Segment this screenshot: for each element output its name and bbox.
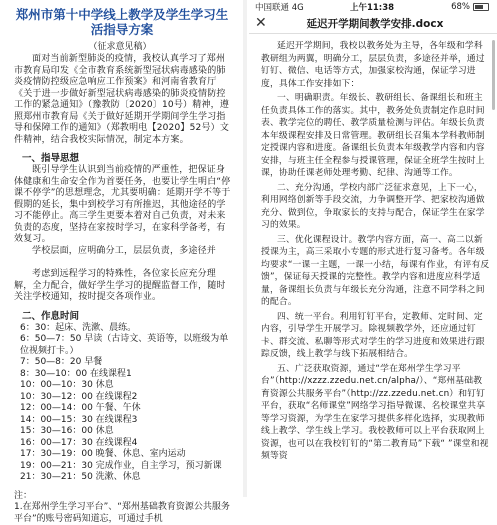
note-text: 1.在郑州学生学习平台”、“郑州基础教育资源公共服务平台”的账号密码知道忘，可通过手机: [14, 502, 230, 524]
clock: 上午11:38: [349, 3, 395, 13]
battery-indicator: [411, 2, 489, 12]
schedule-item: 10：00—10：30 休息: [20, 380, 114, 390]
section-1-paragraph: 学校层面，应明确分工，层层负责，多途径并: [32, 245, 217, 256]
note-heading: 注：: [14, 490, 33, 501]
doc-paragraph: 延迟开学期间，我校以教务处为主导，各年级和学科教研组为两翼，明确分工，层层负责，多途径并举，通过钉钉、微信、电话等方式，加强家校沟通，保证学习进度，具体工作安排如下：: [261, 41, 485, 89]
intro-paragraph: 面对当前新型肺炎的疫情，我校认真学习了郑州市教育局印发《全市教育系统新型冠状病毒感染的肺炎疫情防控级应急响应工作预案》和河南省教育厅《关于进一步做好新型冠状病毒感染的肺炎疫情防控工作的紧急通知》（豫教防〔2020〕10号）精神，遵照郑州市教育局《关于做好延期开学期间学生学习指导和保障工作的通知》（郑教明电【2020】52号）文件精神，结合我校实际情况，制定本方案。: [14, 54, 230, 145]
parent-cooperation-paragraph: 考虑到远程学习的特殊性，各位家长应充分理解，全力配合，做好学生学习的提醒监督工作，随时关注学校通知，按时提交各项作业。: [14, 269, 226, 302]
schedule-item: 7：50—8：20 早餐: [20, 357, 103, 367]
doc-paragraph: 五、广泛获取资源，通过“学在郑州学生学习平台”（http://xzzz.zzedu.net.cn/alpha/）、“郑州基础教育资源公共服务平台”（http://zz.zzedu.net.cn）和钉钉平台，获取“名师课堂”网络学习指导微课、名校课堂共享等学习资源，为学生在家学习提供多样化选择，实现教师线上教学、学生线上学习。我校教师可以上平台获取网上资源，也可以在我校钉钉的“第二教育局”下载“ ”课堂和视频等资: [261, 363, 489, 461]
battery-fill: [475, 5, 483, 9]
document-nav-bar: [249, 13, 497, 34]
doc-title: [14, 7, 230, 37]
schedule-item: 14：00—15：30 在线课程3: [20, 414, 138, 425]
section-1-heading: 一、指导思想: [22, 153, 80, 164]
schedule-item: 6：30：起床、洗漱、晨练。: [20, 322, 137, 333]
close-icon[interactable]: ✕: [255, 15, 267, 31]
doc-title-line-1: 郑州市第十中学线上教学及学生学习生: [15, 7, 229, 22]
phone-document-viewer: [249, 0, 497, 497]
schedule-list: [0, 323, 240, 484]
schedule-item: 6：50—7：50 早读（古诗文、英语等，以班级为单位视频打卡。）: [20, 334, 229, 356]
doc-paragraph: 四、统一平台。利用钉钉平台，定教师、定时间、定内容，引导学生开展学习。除视频教学外，还应通过钉卡、群交流、私聊等形式对学生的学习进度和效果进行跟踪反馈，线上教学与线下拓展相结合。: [261, 311, 485, 359]
schedule-item: 8：30—10：00 在线课程1: [20, 368, 132, 379]
schedule-item: 19：00—21：30 完成作业，自主学习，预习新课: [20, 460, 222, 471]
section-1-paragraph: 既引导学生认识到当前疫情的严重性，把保证身体健康和生命安全作为首要任务，也要让学生明白“停课不停学”的思想理念，尤其要明确：延期开学不等于假期的延长，集中到校学习有所推迟，其他途径的学习不能停止。高三学生更要本着对自己负责，对未来负责的态度，坚持在家按时学习，在家科学备考，有效复习。: [14, 165, 231, 244]
left-document-page: [0, 0, 240, 524]
schedule-item: 16：00—17：30 在线课程4: [20, 437, 138, 448]
doc-paragraph: 一、明确职责。年级长、教研组长、备课组长和班主任负责具体工作的落实。其中，教务处负责制定作息时间表、教学完位的聘任、教学质量检测与评估。年级长负责本年级课程安排及日常管理。教研组长召集本学科教师制定授课内容和进度。备课组长负责本年级教学内容和内容安排，与班主任全程参与授课管理，保证全班学生按时上课，协助任课老师处理考勤、纪律、沟通等工作。: [261, 93, 485, 178]
doc-paragraph: 二、充分沟通，学校内部广泛征求意见，上下一心，利用网络创新等手段交流，力争调整开学、把家校沟通做充分、做到位，争取家长的支持与配合，保证学生在家学习的效果。: [261, 182, 485, 230]
page-divider: [243, 0, 247, 497]
battery-percent: 68%: [451, 2, 470, 12]
section-2-heading: 二、作息时间: [22, 310, 80, 322]
scrollbar[interactable]: [492, 40, 495, 110]
document-title: 延迟开学期间教学安排.docx: [306, 17, 444, 30]
carrier-label: 中国联通 4G: [255, 3, 304, 13]
doc-paragraph: 三、优化课程设计。教学内容方面，高一、高二以新授课为主，高三采取小专题的形式进行复习备考。各年级均要求“一课一主题，一课一小结，每课有作业，有评有反馈”，保证每天授课的完整性。教学内容和进度应科学适量，备课组长负责与年级长充分沟通，注意不同学科之间的配合。: [261, 234, 490, 307]
battery-icon: [473, 3, 489, 11]
schedule-item: 12：00—14：00 午餐、午休: [20, 403, 141, 413]
schedule-item: 21：30—21：50 洗漱、休息: [20, 472, 141, 482]
status-bar: [249, 0, 497, 13]
schedule-item: 15：30—16：00 休息: [20, 426, 114, 436]
doc-subtitle: （征求意见稿）: [88, 42, 152, 52]
schedule-item: 10：30—12：00 在线课程2: [20, 391, 138, 402]
document-body[interactable]: [249, 34, 497, 463]
schedule-item: 17：30—19：00 晚餐、休息、室内运动: [20, 449, 186, 459]
doc-title-line-2: 活指导方案: [90, 22, 154, 37]
network-label: 4G: [291, 3, 304, 13]
